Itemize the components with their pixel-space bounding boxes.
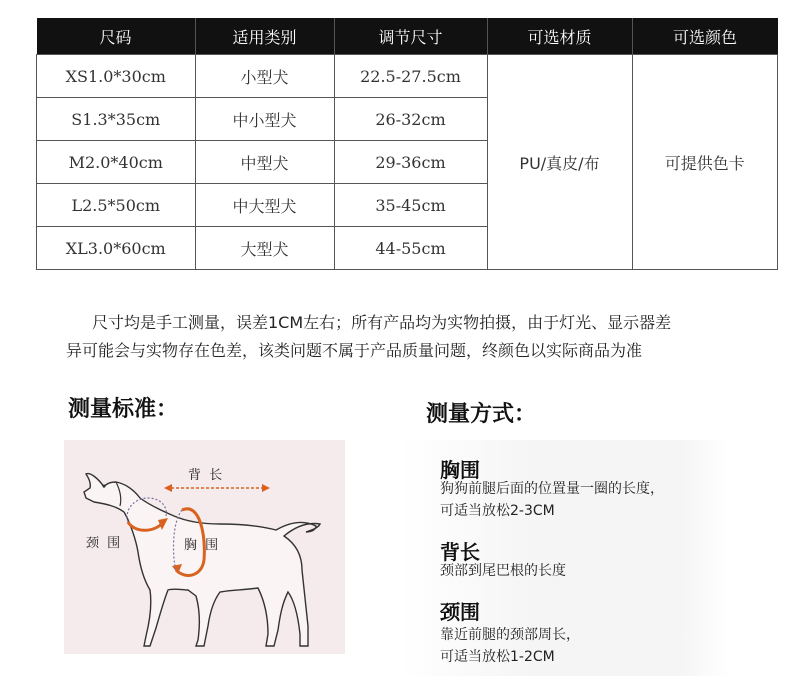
table-header-row xyxy=(37,18,778,55)
standard-heading: 测量标准： xyxy=(68,397,179,422)
cell-range: 29-36cm xyxy=(334,141,487,184)
cell-size: XS1.0*30cm xyxy=(37,55,196,98)
dog-body-outline xyxy=(84,474,320,646)
method-text-back-1: 颈部到尾巴根的长度 xyxy=(440,563,566,579)
cell-range: 26-32cm xyxy=(334,98,487,141)
cell-size: XL3.0*60cm xyxy=(37,227,196,270)
neck-label: 颈 围 xyxy=(86,536,123,551)
cell-color: 可提供色卡 xyxy=(632,55,778,270)
cell-size: L2.5*50cm xyxy=(37,184,196,227)
measurement-note xyxy=(66,309,786,365)
method-heading: 测量方式： xyxy=(426,402,537,427)
method-title-neck: 颈围 xyxy=(440,600,480,624)
cell-category: 中小型犬 xyxy=(195,98,334,141)
cell-category: 中大型犬 xyxy=(195,184,334,227)
header-category: 适用类别 xyxy=(195,18,334,55)
table-row xyxy=(37,55,778,98)
header-size: 尺码 xyxy=(37,18,196,55)
cell-range: 44-55cm xyxy=(334,227,487,270)
cell-size: M2.0*40cm xyxy=(37,141,196,184)
size-table xyxy=(36,18,778,270)
cell-range: 22.5-27.5cm xyxy=(334,55,487,98)
header-material: 可选材质 xyxy=(487,18,632,55)
cell-category: 中型犬 xyxy=(195,141,334,184)
method-text-chest-2: 可适当放松2-3CM xyxy=(440,503,555,519)
method-text-chest-1: 狗狗前腿后面的位置量一圈的长度， xyxy=(440,481,664,497)
header-range: 调节尺寸 xyxy=(334,18,487,55)
method-text-neck-2: 可适当放松1-2CM xyxy=(440,649,555,665)
method-title-back: 背长 xyxy=(440,540,480,564)
cell-category: 小型犬 xyxy=(195,55,334,98)
cell-material: PU/真皮/布 xyxy=(487,55,632,270)
cell-size: S1.3*35cm xyxy=(37,98,196,141)
dog-measurement-diagram xyxy=(64,440,345,654)
cell-category: 大型犬 xyxy=(195,227,334,270)
header-color: 可选颜色 xyxy=(632,18,778,55)
note-line-2: 异可能会与实物存在色差，该类问题不属于产品质量问题，终颜色以实际商品为准 xyxy=(66,341,643,360)
cell-range: 35-45cm xyxy=(334,184,487,227)
note-line-1: 尺寸均是手工测量，误差1CM左右；所有产品均为实物拍摄，由于灯光、显示器差 xyxy=(92,313,672,332)
method-text-neck-1: 靠近前腿的颈部周长， xyxy=(440,627,580,643)
measurement-methods xyxy=(400,440,730,676)
chest-label: 胸 围 xyxy=(184,538,221,553)
back-length-label: 背 长 xyxy=(188,468,225,483)
method-title-chest: 胸围 xyxy=(440,458,480,482)
